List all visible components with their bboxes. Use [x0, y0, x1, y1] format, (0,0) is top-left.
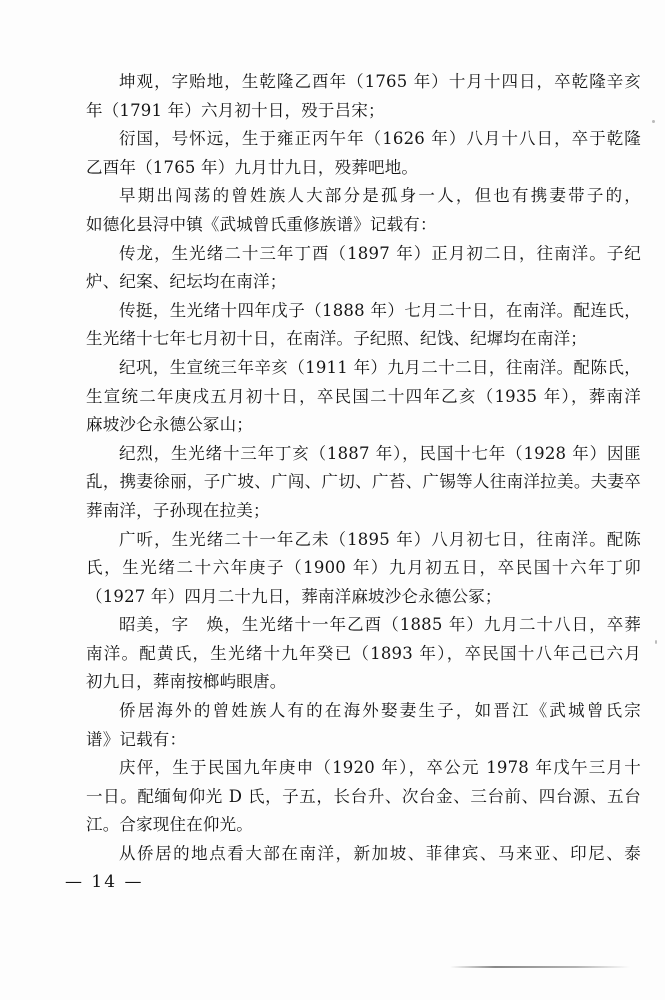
body-text: [86, 68, 641, 869]
text-line: 谱》记载有：: [86, 729, 187, 749]
text-line: 纪烈，生光绪十三年丁亥（1887 年），民国十七年（1928 年）因匪: [119, 443, 641, 463]
text-line: 葬南洋，子孙现在拉美；: [86, 500, 270, 520]
text-line: 早期出闯荡的曾姓族人大部分是孤身一人，但也有携妻带子的，: [119, 186, 641, 206]
text-line: 广听，生光绪二十一年乙未（1895 年）八月初七日，往南洋。配陈: [119, 529, 641, 549]
text-line: 传龙，生光绪二十三年丁酉（1897 年）正月初二日，往南洋。子纪: [119, 243, 641, 263]
text-line: 昭美，字 焕，生光绪十一年乙酉（1885 年）九月二十八日，卒葬: [119, 615, 641, 635]
text-line: 侨居海外的曾姓族人有的在海外娶妻生子，如晋江《武城曾氏宗: [119, 701, 641, 721]
text-line: 初九日，葬南按榔屿眼唐。: [86, 672, 287, 692]
text-line: 江。合家现住在仰光。: [86, 815, 253, 835]
scan-speck: [655, 640, 657, 644]
text-line: 炉、纪案、纪坛均在南洋；: [86, 272, 287, 292]
text-line: 一日。配缅甸仰光 D 氏，子五，长台升、次台金、三台前、四台源、五台: [86, 786, 641, 806]
text-line: 生光绪十七年七月初十日，在南洋。子纪照、纪饯、纪墀均在南洋；: [86, 329, 587, 349]
text-line: 麻坡沙仑永德公冢山；: [86, 415, 253, 435]
text-line: 乱，携妻徐丽，子广坡、广闯、广切、广苔、广锡等人往南洋拉美。夫妻卒: [86, 472, 641, 492]
page-number: — 14 —: [65, 872, 144, 892]
scan-speck: [652, 120, 655, 123]
text-line: 氏，生光绪二十六年庚子（1900 年）九月初五日，卒民国十六年丁卯: [86, 558, 641, 578]
text-line: 生宣统二年庚戌五月初十日，卒民国二十四年乙亥（1935 年），葬南洋: [86, 386, 641, 406]
text-line: 乙酉年（1765 年）九月廿九日，殁葬吧地。: [86, 157, 419, 177]
text-line: 南洋。配黄氏，生光绪十九年癸已（1893 年），卒民国十八年己已六月: [86, 643, 641, 663]
text-line: 纪巩，生宣统三年辛亥（1911 年）九月二十二日，往南洋。配陈氏，: [119, 357, 641, 377]
scan-edge-mark: [450, 966, 630, 968]
text-line: 坤观，字贻地，生乾隆乙酉年（1765 年）十月十四日，卒乾隆辛亥: [119, 72, 641, 91]
text-line: 年（1791 年）六月初十日，殁于吕宋；: [86, 100, 385, 120]
text-line: 衍国，号怀远，生于雍正丙午年（1626 年）八月十八日，卒于乾隆: [119, 129, 641, 149]
text-line: 如德化县浔中镇《武城曾氏重修族谱》记载有：: [86, 214, 437, 234]
text-line: 庆伻，生于民国九年庚申（1920 年），卒公元 1978 年戊午三月十: [119, 758, 641, 778]
text-line: 传挺，生光绪十四年戊子（1888 年）七月二十日，在南洋。配连氏，: [119, 300, 641, 320]
text-line: 从侨居的地点看大部在南洋，新加坡、菲律宾、马来亚、印尼、泰: [119, 844, 641, 864]
text-line: （1927 年）四月二十九日，葬南洋麻坡沙仑永德公冢；: [86, 586, 502, 606]
